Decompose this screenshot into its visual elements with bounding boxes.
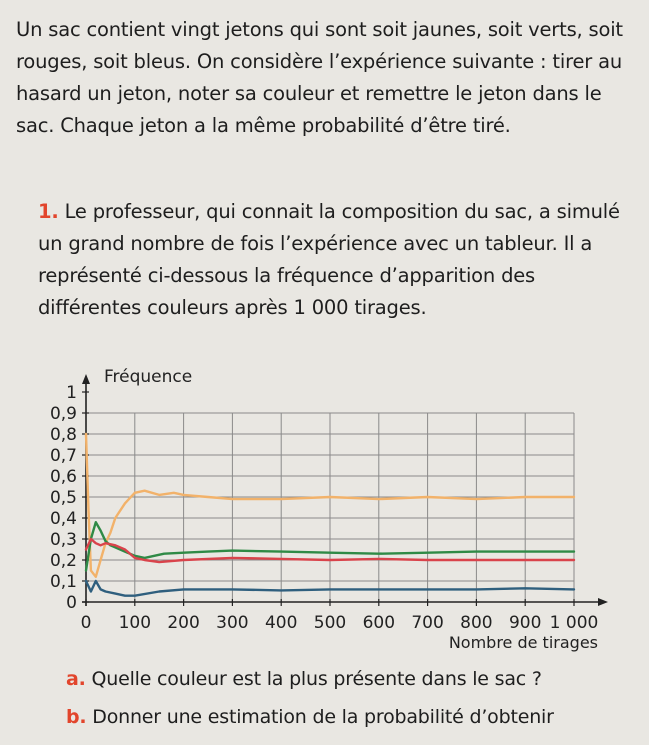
y-tick-label: 0,6 <box>49 467 77 487</box>
x-tick-label: 300 <box>216 613 249 633</box>
y-tick-label: 0,4 <box>49 509 77 529</box>
x-tick-label: 800 <box>460 613 493 633</box>
x-tick-label: 0 <box>80 613 92 633</box>
x-axis-arrow <box>598 598 608 606</box>
question-1 <box>38 196 642 324</box>
y-axis-title: Fréquence <box>104 367 193 387</box>
y-tick-label: 1 <box>66 383 77 403</box>
y-tick-label: 0,2 <box>49 551 77 571</box>
y-tick-label: 0,8 <box>49 425 77 445</box>
y-tick-label: 0,7 <box>49 446 77 466</box>
question-b-text: Donner une estimation de la probabilité d’obtenir <box>92 706 554 728</box>
chart-grid <box>86 413 574 602</box>
x-tick-label: 600 <box>362 613 396 633</box>
question-a <box>66 666 646 692</box>
x-axis-title: Nombre de tirages <box>448 633 598 652</box>
frequency-chart <box>0 362 649 652</box>
intro-paragraph: Un sac contient vingt jetons qui sont soit jaunes, soit verts, soit rouges, soit bleus. On considère l’expérience suivante : tirer au hasard un jeton, noter sa couleur et remettre le jeton dans le sac. Chaque jeton a la même probabilité d’être tiré. <box>16 18 623 137</box>
x-tick-label: 700 <box>411 613 444 633</box>
question-b <box>66 704 646 730</box>
y-tick-label: 0,5 <box>49 488 77 508</box>
question-1-number: 1. <box>38 200 59 223</box>
question-a-text: Quelle couleur est la plus présente dans le sac ? <box>91 668 542 690</box>
question-a-label: a. <box>66 668 86 690</box>
chart-labels <box>50 367 598 652</box>
x-tick-label: 100 <box>118 613 152 633</box>
y-tick-label: 0,3 <box>49 530 77 550</box>
chart-axes <box>82 374 608 606</box>
x-tick-label: 900 <box>508 613 542 633</box>
x-tick-label: 500 <box>313 613 347 633</box>
x-tick-label: 1 000 <box>549 613 599 633</box>
y-tick-label: 0 <box>66 593 77 613</box>
y-tick-label: 0,9 <box>49 404 77 424</box>
question-1-text: Le professeur, qui connait la composition du sac, a simulé un grand nombre de fois l’expérience avec un tableur. Il a représenté ci-dessous la fréquence d’apparition des différentes couleurs après 1 000 tirages. <box>38 200 620 319</box>
question-b-label: b. <box>66 706 87 728</box>
y-axis-arrow <box>82 374 90 384</box>
y-tick-label: 0,1 <box>49 572 77 592</box>
x-tick-label: 400 <box>264 613 298 633</box>
x-tick-label: 200 <box>167 613 200 633</box>
